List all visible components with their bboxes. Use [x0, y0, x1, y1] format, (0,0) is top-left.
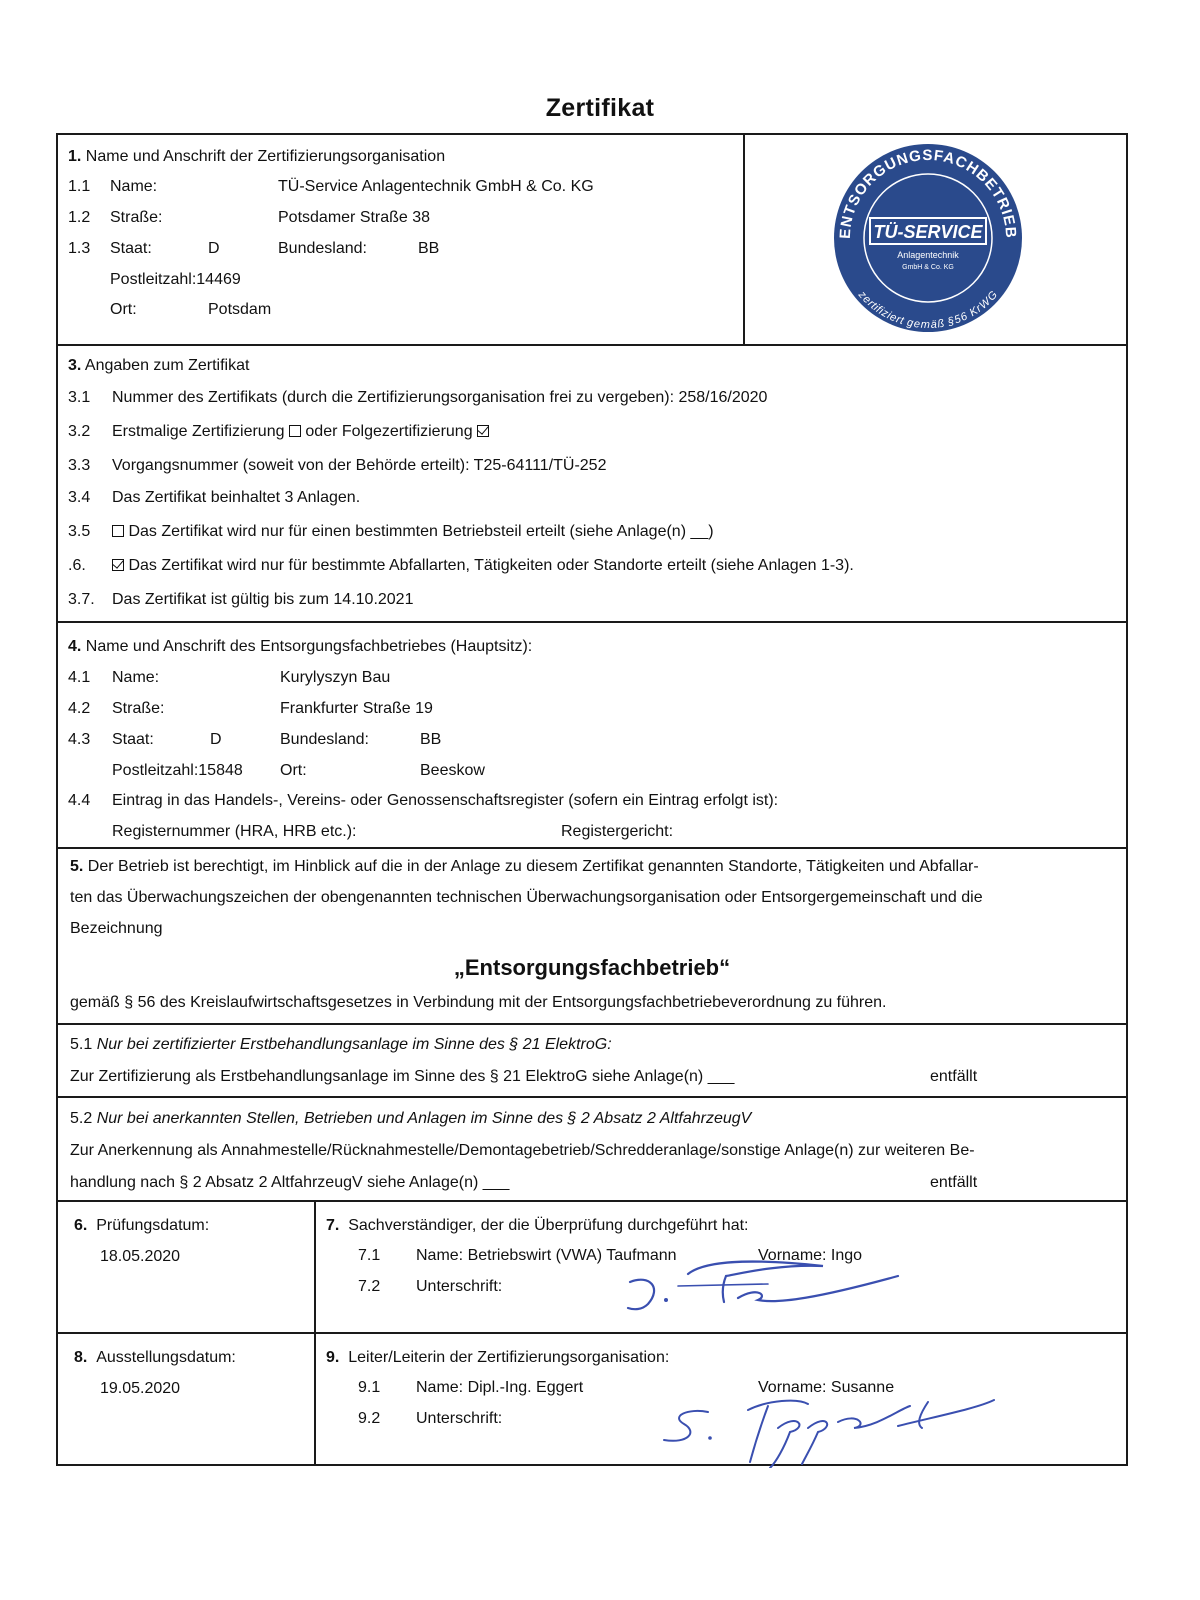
section-7-heading: 7. Sachverständiger, der die Überprüfung durchgeführt hat: — [326, 1217, 749, 1234]
section-5-2-heading: 5.2 Nur bei anerkannten Stellen, Betrieben und Anlagen im Sinne des § 2 Absatz 2 AltfahrzeugV — [70, 1110, 752, 1127]
section-1-heading: 1. Name und Anschrift der Zertifizierungsorganisation — [68, 148, 446, 165]
row-3-7-num: 3.7. — [68, 591, 95, 608]
expert-name: Name: Betriebswirt (VWA) Taufmann — [416, 1247, 677, 1264]
expert-signature-stroke-3 — [738, 1276, 898, 1301]
cert-org-city-label: Ort: — [110, 301, 137, 318]
seal-ring-top-text: ENTSORGUNGSFACHBETRIEB — [836, 146, 1020, 240]
director-signature-stroke-2 — [748, 1401, 808, 1462]
row-3-2-num: 3.2 — [68, 423, 91, 440]
row-7-1-num: 7.1 — [358, 1247, 381, 1264]
row-3-5: Das Zertifikat wird nur für einen bestimmten Betriebsteil erteilt (siehe Anlage(n) __) — [112, 522, 714, 542]
expert-signature-stroke-1 — [628, 1280, 654, 1310]
company-city: Beeskow — [420, 762, 485, 779]
expert-signature-label: Unterschrift: — [416, 1278, 503, 1295]
section-1-divider — [743, 135, 745, 344]
row-3-3-num: 3.3 — [68, 457, 91, 474]
row-3-6-num: .6. — [68, 557, 86, 574]
section-5-line-2: ten das Überwachungszeichen der obengenannten technischen Überwachungsorganisation oder Entsorgergemeinschaft und die — [70, 889, 983, 906]
expert-signature — [618, 1252, 918, 1322]
row-1-3-label: Staat: — [110, 240, 152, 257]
row-3-5-num: 3.5 — [68, 523, 91, 540]
director-signature-label: Unterschrift: — [416, 1410, 503, 1427]
procedure-number: Vorgangsnummer (soweit von der Behörde erteilt): T25-64111/TÜ-252 — [112, 457, 607, 474]
director-signature-dot — [708, 1436, 712, 1440]
issue-date: 19.05.2020 — [100, 1380, 181, 1397]
row-1-1-label: Name: — [110, 178, 158, 195]
section-8-heading: 8. Ausstellungsdatum: — [74, 1349, 236, 1366]
section-1 — [56, 133, 1128, 346]
cert-org-name: TÜ-Service Anlagentechnik GmbH & Co. KG — [278, 178, 594, 195]
section-5-2-line-2: handlung nach § 2 Absatz 2 AltfahrzeugV siehe Anlage(n) ___ — [70, 1174, 510, 1191]
row-4-3-label: Staat: — [112, 731, 154, 748]
row-1-3-num: 1.3 — [68, 240, 91, 257]
section-5-line-1: 5. Der Betrieb ist berechtigt, im Hinblick auf die in der Anlage zu diesem Zertifikat genannten Standorte, Tätigkeiten und Abfallar- — [70, 858, 979, 875]
company-state-label: Bundesland: — [280, 731, 369, 748]
expert-signature-dot — [664, 1298, 668, 1302]
register-entry: Eintrag in das Handels-, Vereins- oder Genossenschaftsregister (sofern ein Eintrag erfolgt ist): — [112, 792, 779, 809]
initial-certification-checkbox[interactable] — [289, 425, 301, 437]
director-name: Name: Dipl.-Ing. Eggert — [416, 1379, 584, 1396]
section-5-1-text: Zur Zertifizierung als Erstbehandlungsanlage im Sinne des § 21 ElektroG siehe Anlage(n) ___ — [70, 1068, 735, 1085]
certification-type: Erstmalige Zertifizierung oder Folgezertifizierung — [112, 422, 489, 442]
section-6-7-divider — [314, 1202, 316, 1332]
certificate-number: Nummer des Zertifikats (durch die Zertifizierungsorganisation frei zu vergeben): 258/16/2020 — [112, 389, 768, 406]
waste-types-checkbox[interactable] — [112, 559, 124, 571]
section-8-9-divider — [314, 1334, 316, 1464]
company-postcode: Postleitzahl:15848 — [112, 762, 243, 779]
row-1-2-num: 1.2 — [68, 209, 91, 226]
cert-org-city: Potsdam — [208, 301, 272, 318]
page-title: Zertifikat — [545, 94, 655, 122]
section-5-2-line-1: Zur Anerkennung als Annahmestelle/Rücknahmestelle/Demontagebetrieb/Schredderanlage/sonstige Anlage(n) zur weiteren Be- — [70, 1142, 975, 1159]
director-signature-stroke-1 — [664, 1411, 708, 1441]
row-1-1-num: 1.1 — [68, 178, 91, 195]
section-5 — [56, 847, 1128, 1025]
expert-first-name: Vorname: Ingo — [758, 1247, 863, 1264]
company-city-label: Ort: — [280, 762, 307, 779]
row-4-1-label: Name: — [112, 669, 160, 686]
row-9-2-num: 9.2 — [358, 1410, 381, 1427]
director-first-name: Vorname: Susanne — [758, 1379, 895, 1396]
seal-ring-bottom-text: zertifiziert gemäß §56 KrWG — [855, 288, 1000, 332]
row-4-3-num: 4.3 — [68, 731, 91, 748]
cert-org-state-label: Bundesland: — [278, 240, 367, 257]
director-signature-stroke-4 — [838, 1400, 994, 1428]
row-4-2-label: Straße: — [112, 700, 165, 717]
section-5-1 — [56, 1023, 1128, 1098]
company-state: BB — [420, 731, 442, 748]
director-signature-stroke-3 — [770, 1421, 827, 1468]
section-6-7 — [56, 1200, 1128, 1334]
cert-org-country: D — [208, 240, 220, 257]
section-5-2 — [56, 1096, 1128, 1202]
section-5-line-4: gemäß § 56 des Kreislaufwirtschaftsgesetzes in Verbindung mit der Entsorgungsfachbetriebeverordnung zu führen. — [70, 994, 887, 1011]
company-country: D — [210, 731, 222, 748]
expert-signature-stroke-2 — [688, 1262, 823, 1302]
row-4-1-num: 4.1 — [68, 669, 91, 686]
company-street: Frankfurter Straße 19 — [280, 700, 433, 717]
row-3-4-num: 3.4 — [68, 489, 91, 506]
section-5-1-status: entfällt — [930, 1068, 978, 1085]
row-1-2-label: Straße: — [110, 209, 163, 226]
row-4-4-num: 4.4 — [68, 792, 91, 809]
inspection-date: 18.05.2020 — [100, 1248, 181, 1265]
section-4 — [56, 621, 1128, 849]
section-5-2-status: entfällt — [930, 1174, 978, 1191]
register-number-label: Registernummer (HRA, HRB etc.): — [112, 823, 357, 840]
seal-sub1: Anlagentechnik — [897, 250, 959, 260]
section-5-line-3: Bezeichnung — [70, 920, 163, 937]
certification-seal — [830, 140, 1026, 336]
section-3 — [56, 344, 1128, 623]
section-5-1-heading: 5.1 Nur bei zertifizierter Erstbehandlungsanlage im Sinne des § 21 ElektroG: — [70, 1036, 612, 1053]
section-9-heading: 9. Leiter/Leiterin der Zertifizierungsorganisation: — [326, 1349, 670, 1366]
row-3-6: Das Zertifikat wird nur für bestimmte Abfallarten, Tätigkeiten oder Standorte erteilt (siehe Anlagen 1-3). — [112, 556, 854, 576]
row-4-2-num: 4.2 — [68, 700, 91, 717]
designation-title: „Entsorgungsfachbetrieb“ — [453, 955, 731, 980]
expert-signature-stroke-4 — [678, 1284, 768, 1286]
row-7-2-num: 7.2 — [358, 1278, 381, 1295]
section-4-heading: 4. Name und Anschrift des Entsorgungsfachbetriebes (Hauptsitz): — [68, 638, 533, 655]
seal-sub2: GmbH & Co. KG — [902, 264, 954, 271]
company-name: Kurylyszyn Bau — [280, 669, 391, 686]
row-9-1-num: 9.1 — [358, 1379, 381, 1396]
cert-org-state: BB — [418, 240, 440, 257]
section-8-9 — [56, 1332, 1128, 1466]
seal-brand: TÜ-SERVICE — [873, 222, 983, 242]
cert-org-street: Potsdamer Straße 38 — [278, 209, 431, 226]
follow-up-certification-checkbox[interactable] — [477, 425, 489, 437]
section-3-heading: 3. Angaben zum Zertifikat — [68, 357, 250, 374]
validity-date: Das Zertifikat ist gültig bis zum 14.10.2021 — [112, 591, 414, 608]
register-court-label: Registergericht: — [561, 823, 674, 840]
director-signature — [658, 1382, 998, 1468]
business-unit-checkbox[interactable] — [112, 525, 124, 537]
section-6-heading: 6. Prüfungsdatum: — [74, 1217, 210, 1234]
attachment-count: Das Zertifikat beinhaltet 3 Anlagen. — [112, 489, 361, 506]
cert-org-postcode: Postleitzahl:14469 — [110, 271, 241, 288]
row-3-1-num: 3.1 — [68, 389, 91, 406]
